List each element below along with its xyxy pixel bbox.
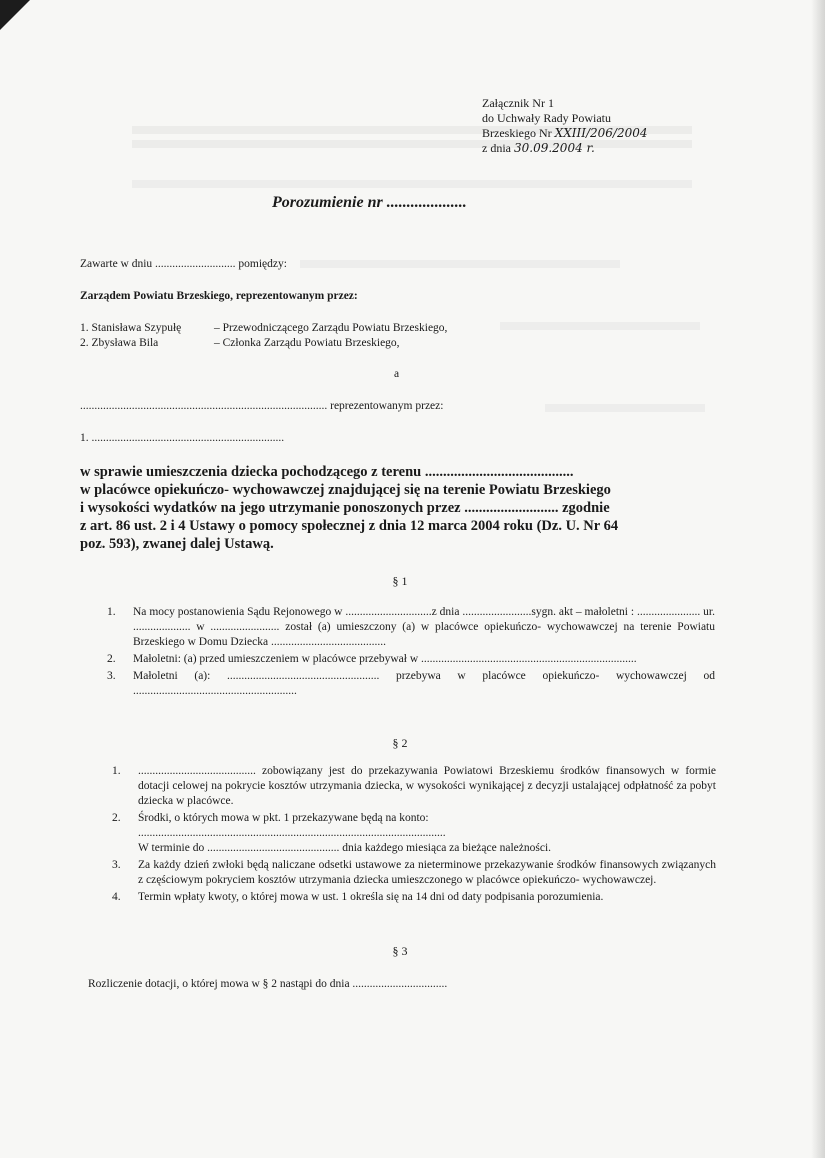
- list-item: 3. Za każdy dzień zwłoki będą naliczane odsetki ustawowe za nieterminowe przekazywanie środków finansowych związanych z częściowym pokryciem kosztów utrzymania dziecka umieszczonego w placówce opiekuńczo- wychowawczej.: [112, 859, 716, 886]
- other-party-line: ...................................................................................... reprezentowanym przez:: [80, 400, 444, 412]
- document-title: Porozumienie nr ....................: [272, 194, 467, 211]
- folded-corner: [0, 0, 30, 30]
- list-item: 1. Na mocy postanowienia Sądu Rejonowego w ..............................z dnia ........................sygn. akt – małoletni : ...................... ur. .................... w ........................ został (a) umieszczony (a) w placówce opiekuńczo- wychowawczej na terenie Powiatu Brzeskiego w Domu Dziecka ........................................: [107, 606, 715, 648]
- representative-2-role: – Członka Zarządu Powiatu Brzeskiego,: [214, 337, 400, 349]
- list-item: 3. Małoletni (a): ..................................................... przebywa w placówce opiekuńczo- wychowawczej od .........................................................: [107, 670, 715, 697]
- agreement-subject: [80, 463, 720, 553]
- annex-header: [482, 96, 648, 156]
- page-edge-shadow: [811, 0, 825, 1158]
- subject-line-1: w sprawie umieszczenia dziecka pochodzącego z terenu .........................................: [80, 464, 574, 480]
- representative-1-name: 1. Stanisława Szypułę: [80, 322, 182, 334]
- annex-line-1: Załącznik Nr 1: [482, 96, 554, 110]
- representative-2-name: 2. Zbysława Bila: [80, 337, 159, 349]
- other-party-representative: 1. ...................................................................: [80, 432, 285, 444]
- annex-line-3: Brzeskiego Nr XXIII/206/2004: [482, 126, 648, 140]
- representative-1-role: – Przewodniczącego Zarządu Powiatu Brzeskiego,: [214, 322, 448, 334]
- handwritten-resolution-date: 30.09.2004 r.: [514, 141, 595, 155]
- bleed-through-line: [300, 260, 620, 268]
- section-3-heading: § 3: [392, 944, 408, 958]
- bleed-through-line: [545, 404, 705, 412]
- handwritten-resolution-number: XXIII/206/2004: [554, 126, 648, 140]
- subject-line-4: z art. 86 ust. 2 i 4 Ustawy o pomocy społecznej z dnia 12 marca 2004 roku (Dz. U. Nr 64: [80, 518, 619, 534]
- subject-line-2: w placówce opiekuńczo- wychowawczej znajdującej się na terenie Powiatu Brzeskiego: [80, 482, 611, 498]
- annex-line-4: z dnia 30.09.2004 r.: [482, 141, 595, 155]
- list-item: 4. Termin wpłaty kwoty, o której mowa w ust. 1 określa się na 14 dni od daty podpisania porozumienia.: [112, 891, 604, 903]
- section-1-heading: § 1: [392, 574, 408, 588]
- subject-line-5: poz. 593), zwanej dalej Ustawą.: [80, 536, 274, 552]
- concluded-line: Zawarte w dniu ............................ pomiędzy:: [80, 258, 287, 270]
- annex-line-2: do Uchwały Rady Powiatu: [482, 111, 611, 125]
- list-item: 2. Środki, o których mowa w pkt. 1 przekazywane będą na konto: ........................................................................................................... W terminie do .............................................. dnia każdego miesiąca za bieżące należności.: [112, 812, 552, 854]
- board-line: Zarządem Powiatu Brzeskiego, reprezentowanym przez:: [80, 290, 358, 302]
- bleed-through-line: [132, 180, 692, 188]
- section-1-list: [107, 605, 715, 701]
- list-item: 1. ......................................... zobowiązany jest do przekazywania Powiatowi Brzeskiemu środków finansowych w formie dotacji celowej na pokrycie kosztów utrzymania dziecka, w wysokości wynikającej z decyzji ustalającej odpłatność za pobyt dziecka w placówce.: [112, 765, 716, 807]
- subject-line-3: i wysokości wydatków na jego utrzymanie ponoszonych przez .......................... zgodnie: [80, 500, 610, 516]
- bank-account-blank: ...........................................................................................................: [138, 827, 446, 839]
- bleed-through-line: [500, 322, 700, 330]
- section-2-heading: § 2: [392, 736, 408, 750]
- section-2-list: [112, 764, 716, 907]
- section-3-text: Rozliczenie dotacji, o której mowa w § 2 nastąpi do dnia .................................: [88, 978, 448, 990]
- conjunction-and: a: [394, 368, 400, 380]
- list-item: 2. Małoletni: (a) przed umieszczeniem w placówce przebywał w ...........................................................................: [107, 653, 637, 665]
- payment-deadline: W terminie do .............................................. dnia każdego miesiąca za bieżące należności.: [138, 842, 552, 854]
